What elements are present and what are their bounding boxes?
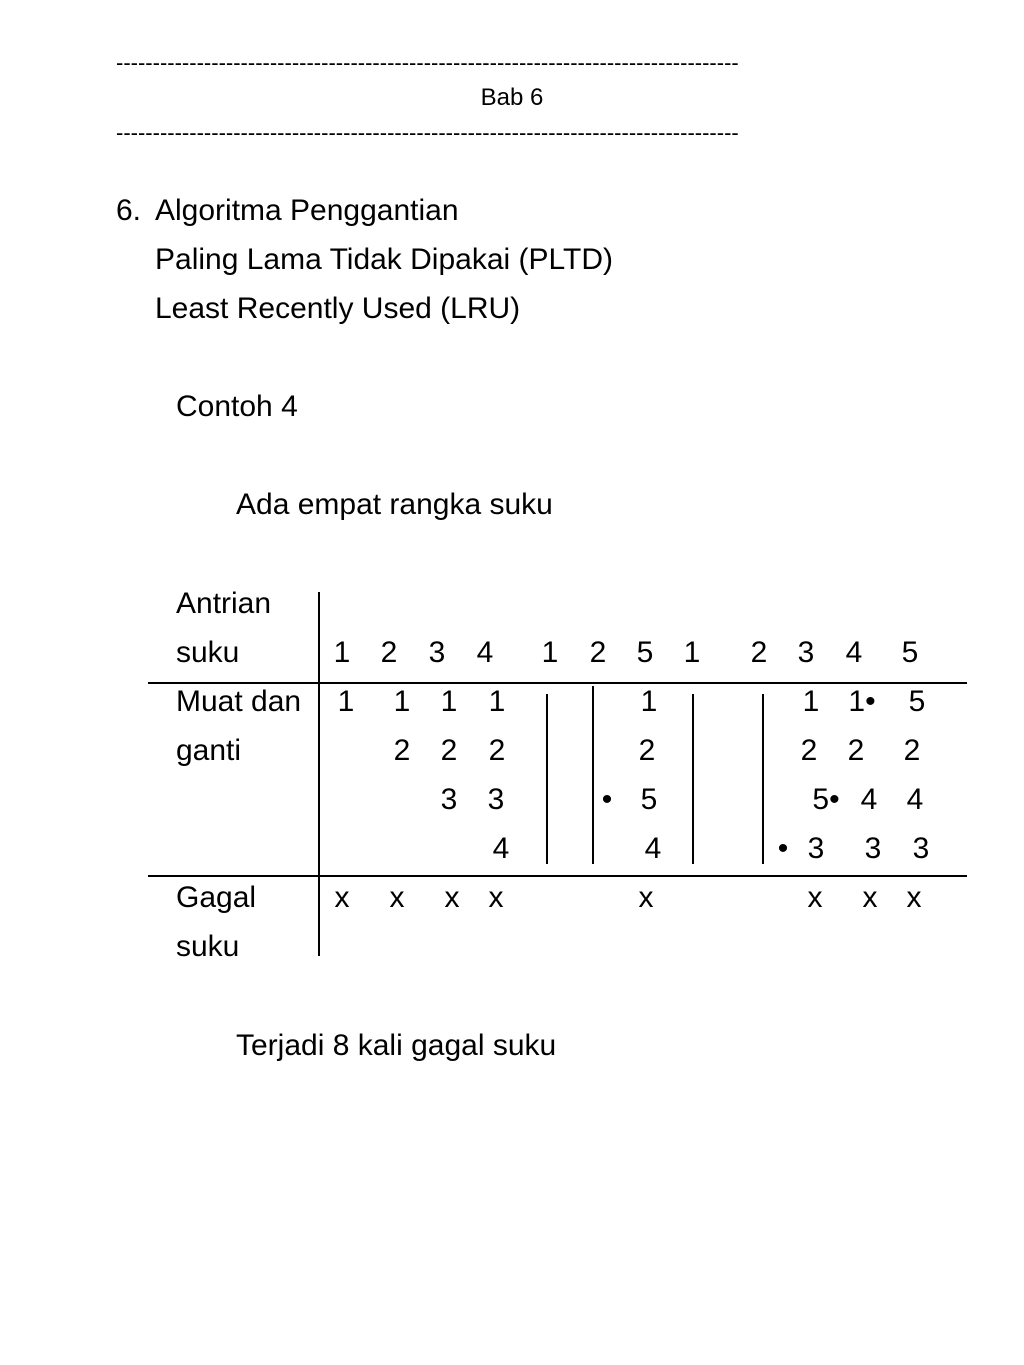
fault-mark: x xyxy=(334,881,350,914)
frame-cell: 4 xyxy=(860,783,878,816)
lru-marker: • xyxy=(777,832,789,865)
frame-cell: 3 xyxy=(807,832,825,865)
frame-cell: 1 xyxy=(337,685,355,718)
queue-cell: 5 xyxy=(636,636,654,669)
chapter-title: Bab 6 xyxy=(480,84,544,111)
section-title-line3: Least Recently Used (LRU) xyxy=(155,292,521,325)
frame-cell: 2 xyxy=(393,734,411,767)
header-rule-bottom: ------------------------------------------------------------------------------------- xyxy=(116,122,739,144)
row-label-queue-2: suku xyxy=(176,636,240,669)
frame-cell: 4 xyxy=(644,832,662,865)
frame-cell: 2 xyxy=(800,734,818,767)
frame-cell: 4 xyxy=(906,783,924,816)
section-title-line2: Paling Lama Tidak Dipakai (PLTD) xyxy=(155,243,613,276)
queue-cell: 1 xyxy=(541,636,559,669)
frame-cell: 3 xyxy=(912,832,930,865)
lru-marker: • xyxy=(601,783,613,816)
fault-mark: x xyxy=(906,881,922,914)
frame-divider xyxy=(692,694,694,864)
queue-cell: 4 xyxy=(476,636,494,669)
frame-divider xyxy=(762,694,764,864)
header-rule-top: ------------------------------------------------------------------------------------- xyxy=(116,52,739,74)
frame-cell: 2 xyxy=(440,734,458,767)
fault-mark: x xyxy=(862,881,878,914)
frame-cell: 1 xyxy=(488,685,506,718)
frame-cell: 2 xyxy=(847,734,865,767)
frame-cell: 1 xyxy=(640,685,658,718)
queue-cell: 1 xyxy=(683,636,701,669)
queue-cell: 2 xyxy=(380,636,398,669)
frame-cell: 1 xyxy=(393,685,411,718)
queue-cell: 2 xyxy=(589,636,607,669)
fault-mark: x xyxy=(807,881,823,914)
row-label-fault-1: Gagal xyxy=(176,881,257,914)
frame-cell: 2 xyxy=(903,734,921,767)
table-rule-top xyxy=(148,682,967,684)
queue-cell: 5 xyxy=(901,636,919,669)
fault-mark: x xyxy=(444,881,460,914)
frame-cell: 2 xyxy=(488,734,506,767)
example-intro: Ada empat rangka suku xyxy=(236,488,553,521)
frame-cell: 1 xyxy=(440,685,458,718)
queue-cell: 2 xyxy=(750,636,768,669)
frame-cell: 5 xyxy=(908,685,926,718)
summary-text: Terjadi 8 kali gagal suku xyxy=(236,1029,557,1062)
queue-cell: 4 xyxy=(845,636,863,669)
frame-cell: 2 xyxy=(638,734,656,767)
fault-mark: x xyxy=(488,881,504,914)
frame-cell: 3 xyxy=(487,783,505,816)
table-rule-bottom xyxy=(148,875,967,877)
row-label-fault-2: suku xyxy=(176,930,240,963)
queue-cell: 1 xyxy=(333,636,351,669)
table-divider-vertical xyxy=(318,592,320,956)
row-label-load-2: ganti xyxy=(176,734,242,767)
section-title-line1: Algoritma Penggantian xyxy=(155,194,459,227)
frame-cell: 1 xyxy=(802,685,820,718)
section-number: 6. xyxy=(116,194,142,227)
frame-divider xyxy=(592,686,594,864)
frame-cell: 3 xyxy=(440,783,458,816)
fault-mark: x xyxy=(638,881,654,914)
frame-cell: 4 xyxy=(492,832,510,865)
frame-divider xyxy=(546,694,548,864)
frame-cell: 1• xyxy=(848,685,876,718)
queue-cell: 3 xyxy=(797,636,815,669)
frame-cell: 3 xyxy=(864,832,882,865)
row-label-queue-1: Antrian xyxy=(176,587,272,620)
fault-mark: x xyxy=(389,881,405,914)
example-label: Contoh 4 xyxy=(176,390,298,423)
frame-cell: 5• xyxy=(812,783,840,816)
row-label-load-1: Muat dan xyxy=(176,685,302,718)
queue-cell: 3 xyxy=(428,636,446,669)
frame-cell: 5 xyxy=(640,783,658,816)
